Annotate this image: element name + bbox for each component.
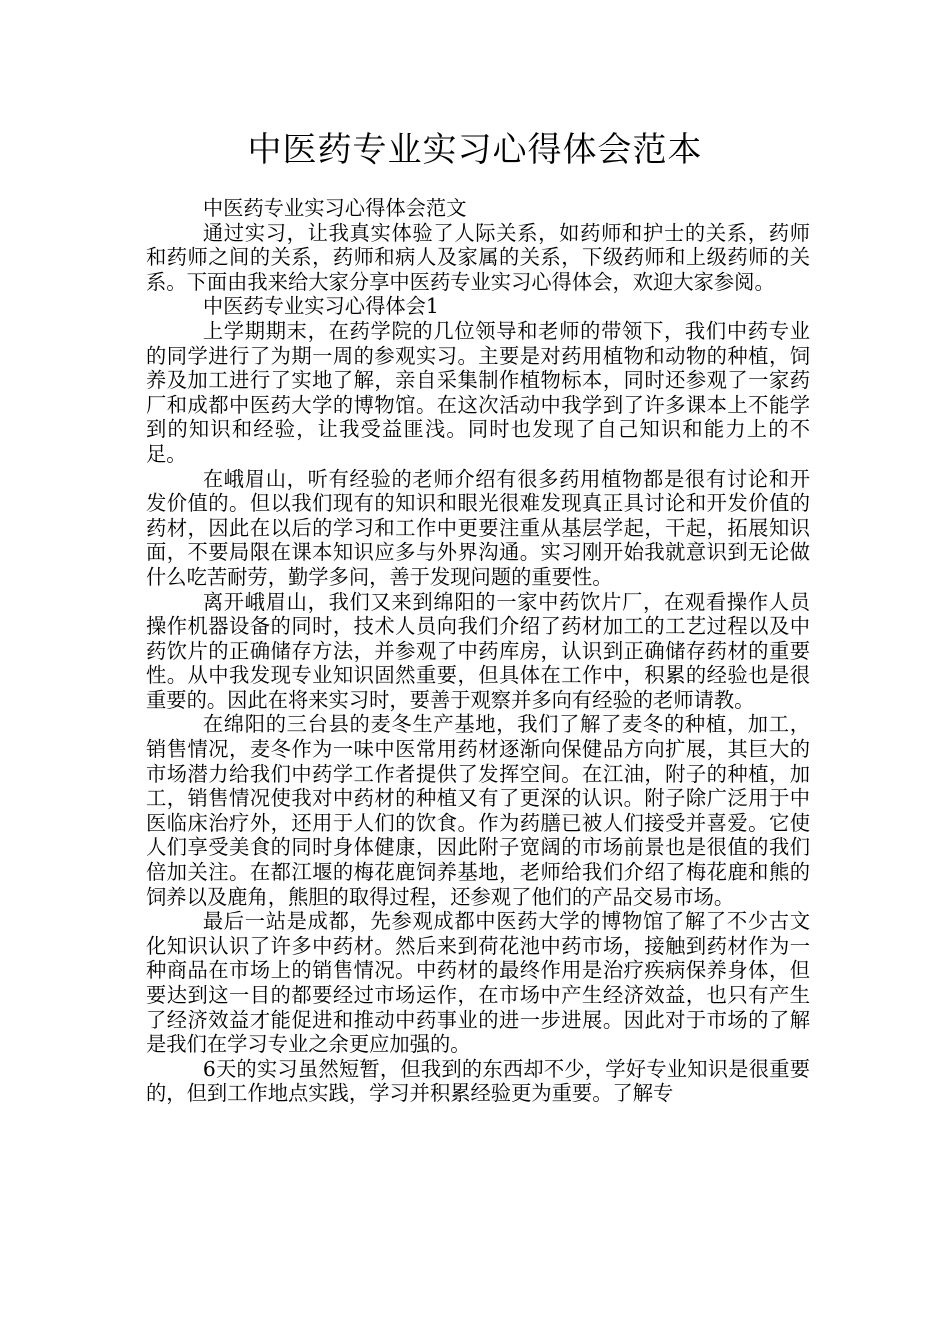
paragraph: 离开峨眉山，我们又来到绵阳的一家中药饮片厂，在观看操作人员操作机器设备的同时，技术人员向我们介绍了药材加工的工艺过程以及中药饮片的正确储存方法，并参观了中药库房，认识到正确储存药材的重要性。从中我发现专业知识固然重要，但具体在工作中，积累的经验也是很重要的。因此在将来实习时，要善于观察并多向有经验的老师请教。 — [146, 589, 810, 712]
paragraph: 在峨眉山，听有经验的老师介绍有很多药用植物都是很有讨论和开发价值的。但以我们现有的知识和眼光很难发现真正具讨论和开发价值的药材，因此在以后的学习和工作中更要注重从基层学起，干起，拓展知识面，不要局限在课本知识应多与外界沟通。实习刚开始我就意识到无论做什么吃苦耐劳，勤学多问，善于发现问题的重要性。 — [146, 466, 810, 589]
paragraph: 6天的实习虽然短暂，但我到的东西却不少，学好专业知识是很重要的，但到工作地点实践，学习并积累经验更为重要。了解专 — [146, 1056, 810, 1106]
document-title: 中医药专业实习心得体会范本 — [247, 130, 703, 170]
document-body — [146, 196, 810, 1106]
paragraph: 最后一站是成都，先参观成都中医药大学的博物馆了解了不少古文化知识认识了许多中药材。然后来到荷花池中药市场，接触到药材作为一种商品在市场上的销售情况。中药材的最终作用是治疗疾病保养身体，但要达到这一目的都要经过市场运作，在市场中产生经济效益，也只有产生了经济效益才能促进和推动中药事业的进一步进展。因此对于市场的了解是我们在学习专业之余更应加强的。 — [146, 909, 810, 1057]
paragraph-subtitle: 中医药专业实习心得体会范文 — [202, 196, 467, 220]
paragraph-intro: 通过实习，让我真实体验了人际关系，如药师和护士的关系，药师和药师之间的关系，药师和病人及家属的关系，下级药师和上级药师的关系。下面由我来给大家分享中医药专业实习心得体会，欢迎大家参阅。 — [146, 220, 810, 294]
paragraph: 在绵阳的三台县的麦冬生产基地，我们了解了麦冬的种植，加工，销售情况，麦冬作为一味中医常用药材逐渐向保健品方向扩展，其巨大的市场潜力给我们中药学工作者提供了发挥空间。在江油，附子的种植，加工，销售情况使我对中药材的种植又有了更深的认识。附子除广泛用于中医临床治疗外，还用于人们的饮食。作为药膳已被人们接受并喜爱。它使人们享受美食的同时身体健康，因此附子宽阔的市场前景也是很值的我们倍加关注。在都江堰的梅花鹿饲养基地，老师给我们介绍了梅花鹿和熊的饲养以及鹿角，熊胆的取得过程，还参观了他们的产品交易市场。 — [146, 712, 810, 909]
paragraph: 上学期期末，在药学院的几位领导和老师的带领下，我们中药专业的同学进行了为期一周的参观实习。主要是对药用植物和动物的种植，饲养及加工进行了实地了解，亲自采集制作植物标本，同时还参观了一家药厂和成都中医药大学的博物馆。在这次活动中我学到了许多课本上不能学到的知识和经验，让我受益匪浅。同时也发现了自己知识和能力上的不足。 — [146, 318, 810, 466]
paragraph-section-heading: 中医药专业实习心得体会1 — [202, 294, 439, 319]
